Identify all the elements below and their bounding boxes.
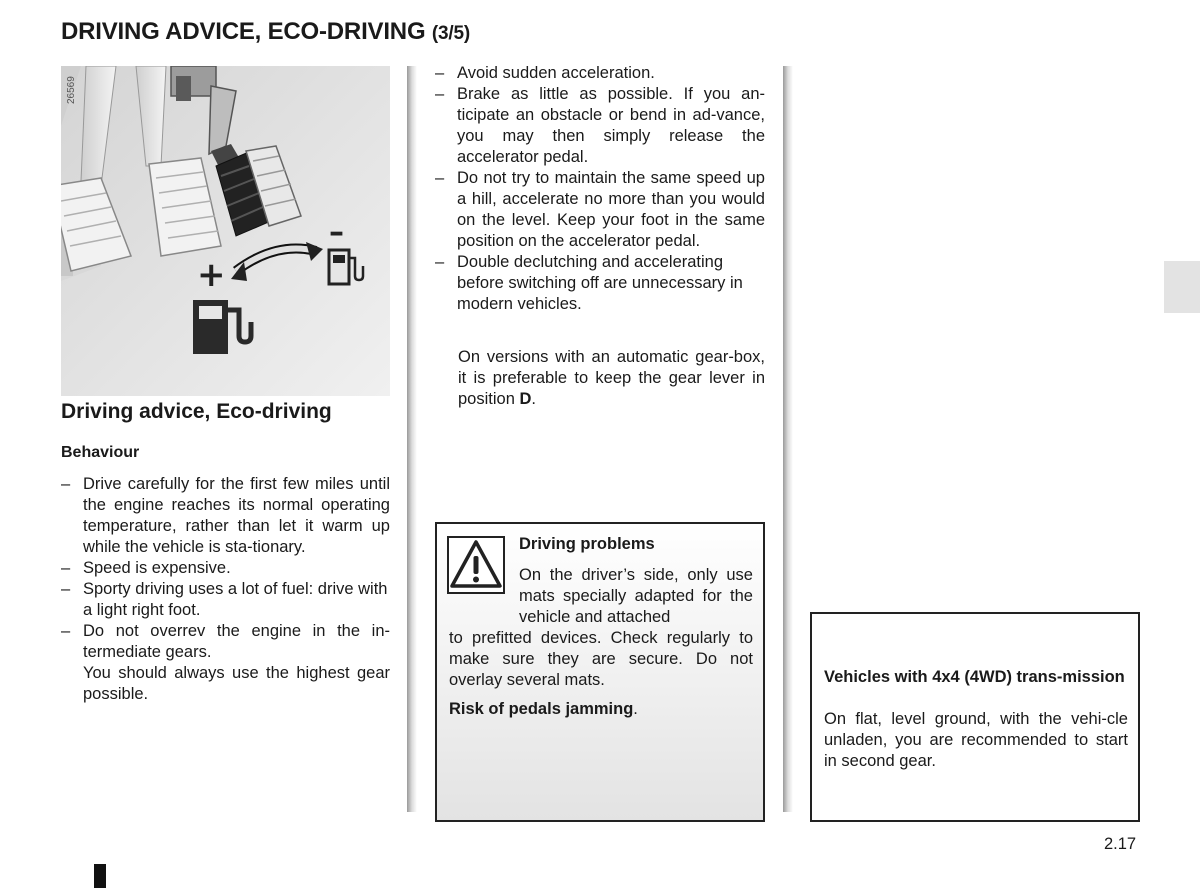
page-fraction: (3/5) bbox=[431, 23, 470, 44]
info-box-text: On flat, level ground, with the vehi-cle unladen, you are recommended to start in second gear. bbox=[824, 710, 1128, 770]
info-box-4x4 bbox=[810, 612, 1140, 822]
automatic-bold: D bbox=[519, 390, 532, 408]
pedals-illustration bbox=[61, 66, 390, 396]
list-item bbox=[435, 252, 765, 315]
list-item bbox=[435, 168, 765, 252]
list-item bbox=[61, 474, 390, 558]
list-item-text: Brake as little as possible. If you an-ticipate an obstacle or bend in ad-vance, you may then simply release the accelerator pedal. bbox=[457, 85, 765, 166]
minus-sign: – bbox=[329, 215, 344, 250]
column-divider bbox=[407, 66, 417, 812]
list-item-text: Avoid sudden acceleration. bbox=[457, 64, 655, 82]
section-heading: Driving advice, Eco-driving bbox=[61, 400, 332, 423]
automatic-gearbox-note bbox=[458, 347, 765, 410]
warning-text-continued: to prefitted devices. Check regularly to make sure they are secure. Do not overlay several mats. bbox=[449, 629, 753, 689]
crop-mark bbox=[94, 864, 106, 888]
list-item-text: Sporty driving uses a lot of fuel: drive with a light right foot. bbox=[83, 580, 388, 619]
warning-triangle-icon bbox=[447, 536, 505, 594]
figure-id: 26569 bbox=[66, 76, 77, 104]
list-item-text: Double declutching and accelerating before switching off are unnecessary in modern vehicles. bbox=[457, 253, 743, 313]
warning-risk bbox=[449, 700, 638, 719]
list-item bbox=[435, 63, 765, 84]
page-number: 2.17 bbox=[1104, 835, 1137, 853]
automatic-end: . bbox=[531, 390, 536, 408]
list-item-text: Speed is expensive. bbox=[83, 559, 231, 577]
page-title bbox=[61, 18, 470, 46]
advice-list bbox=[435, 63, 765, 315]
warning-text: On the driver’s side, only use mats specially adapted for the vehicle and attached bbox=[519, 566, 753, 626]
column-divider bbox=[783, 66, 793, 812]
list-item bbox=[61, 579, 390, 621]
list-item bbox=[61, 621, 390, 705]
list-item-text: Drive carefully for the first few miles until the engine reaches its normal operating temperature, rather than let it warm up while the vehicle is sta-tionary. bbox=[83, 475, 390, 556]
info-box-title: Vehicles with 4x4 (4WD) trans-mission bbox=[824, 668, 1125, 686]
warning-risk-bold: Risk of pedals jamming bbox=[449, 700, 634, 718]
warning-box bbox=[435, 522, 765, 822]
list-item bbox=[61, 558, 390, 579]
warning-risk-end: . bbox=[633, 700, 638, 718]
section-tab bbox=[1164, 261, 1200, 313]
section-subheading: Behaviour bbox=[61, 444, 140, 461]
pedals-figure bbox=[61, 66, 390, 396]
page-title-text: DRIVING ADVICE, ECO-DRIVING bbox=[61, 18, 426, 45]
list-item-text: Do not try to maintain the same speed up a hill, accelerate no more than you would on the level. Keep your foot in the same position on the accelerator pedal. bbox=[457, 169, 765, 250]
warning-title: Driving problems bbox=[519, 535, 655, 553]
list-item bbox=[435, 84, 765, 168]
plus-sign: + bbox=[197, 255, 226, 295]
automatic-text: On versions with an automatic gear-box, it is preferable to keep the gear lever in position bbox=[458, 348, 765, 408]
list-item-extra: You should always use the highest gear possible. bbox=[83, 664, 390, 703]
behaviour-list bbox=[61, 474, 390, 705]
list-item-text: Do not overrev the engine in the in-termediate gears. bbox=[83, 622, 390, 661]
